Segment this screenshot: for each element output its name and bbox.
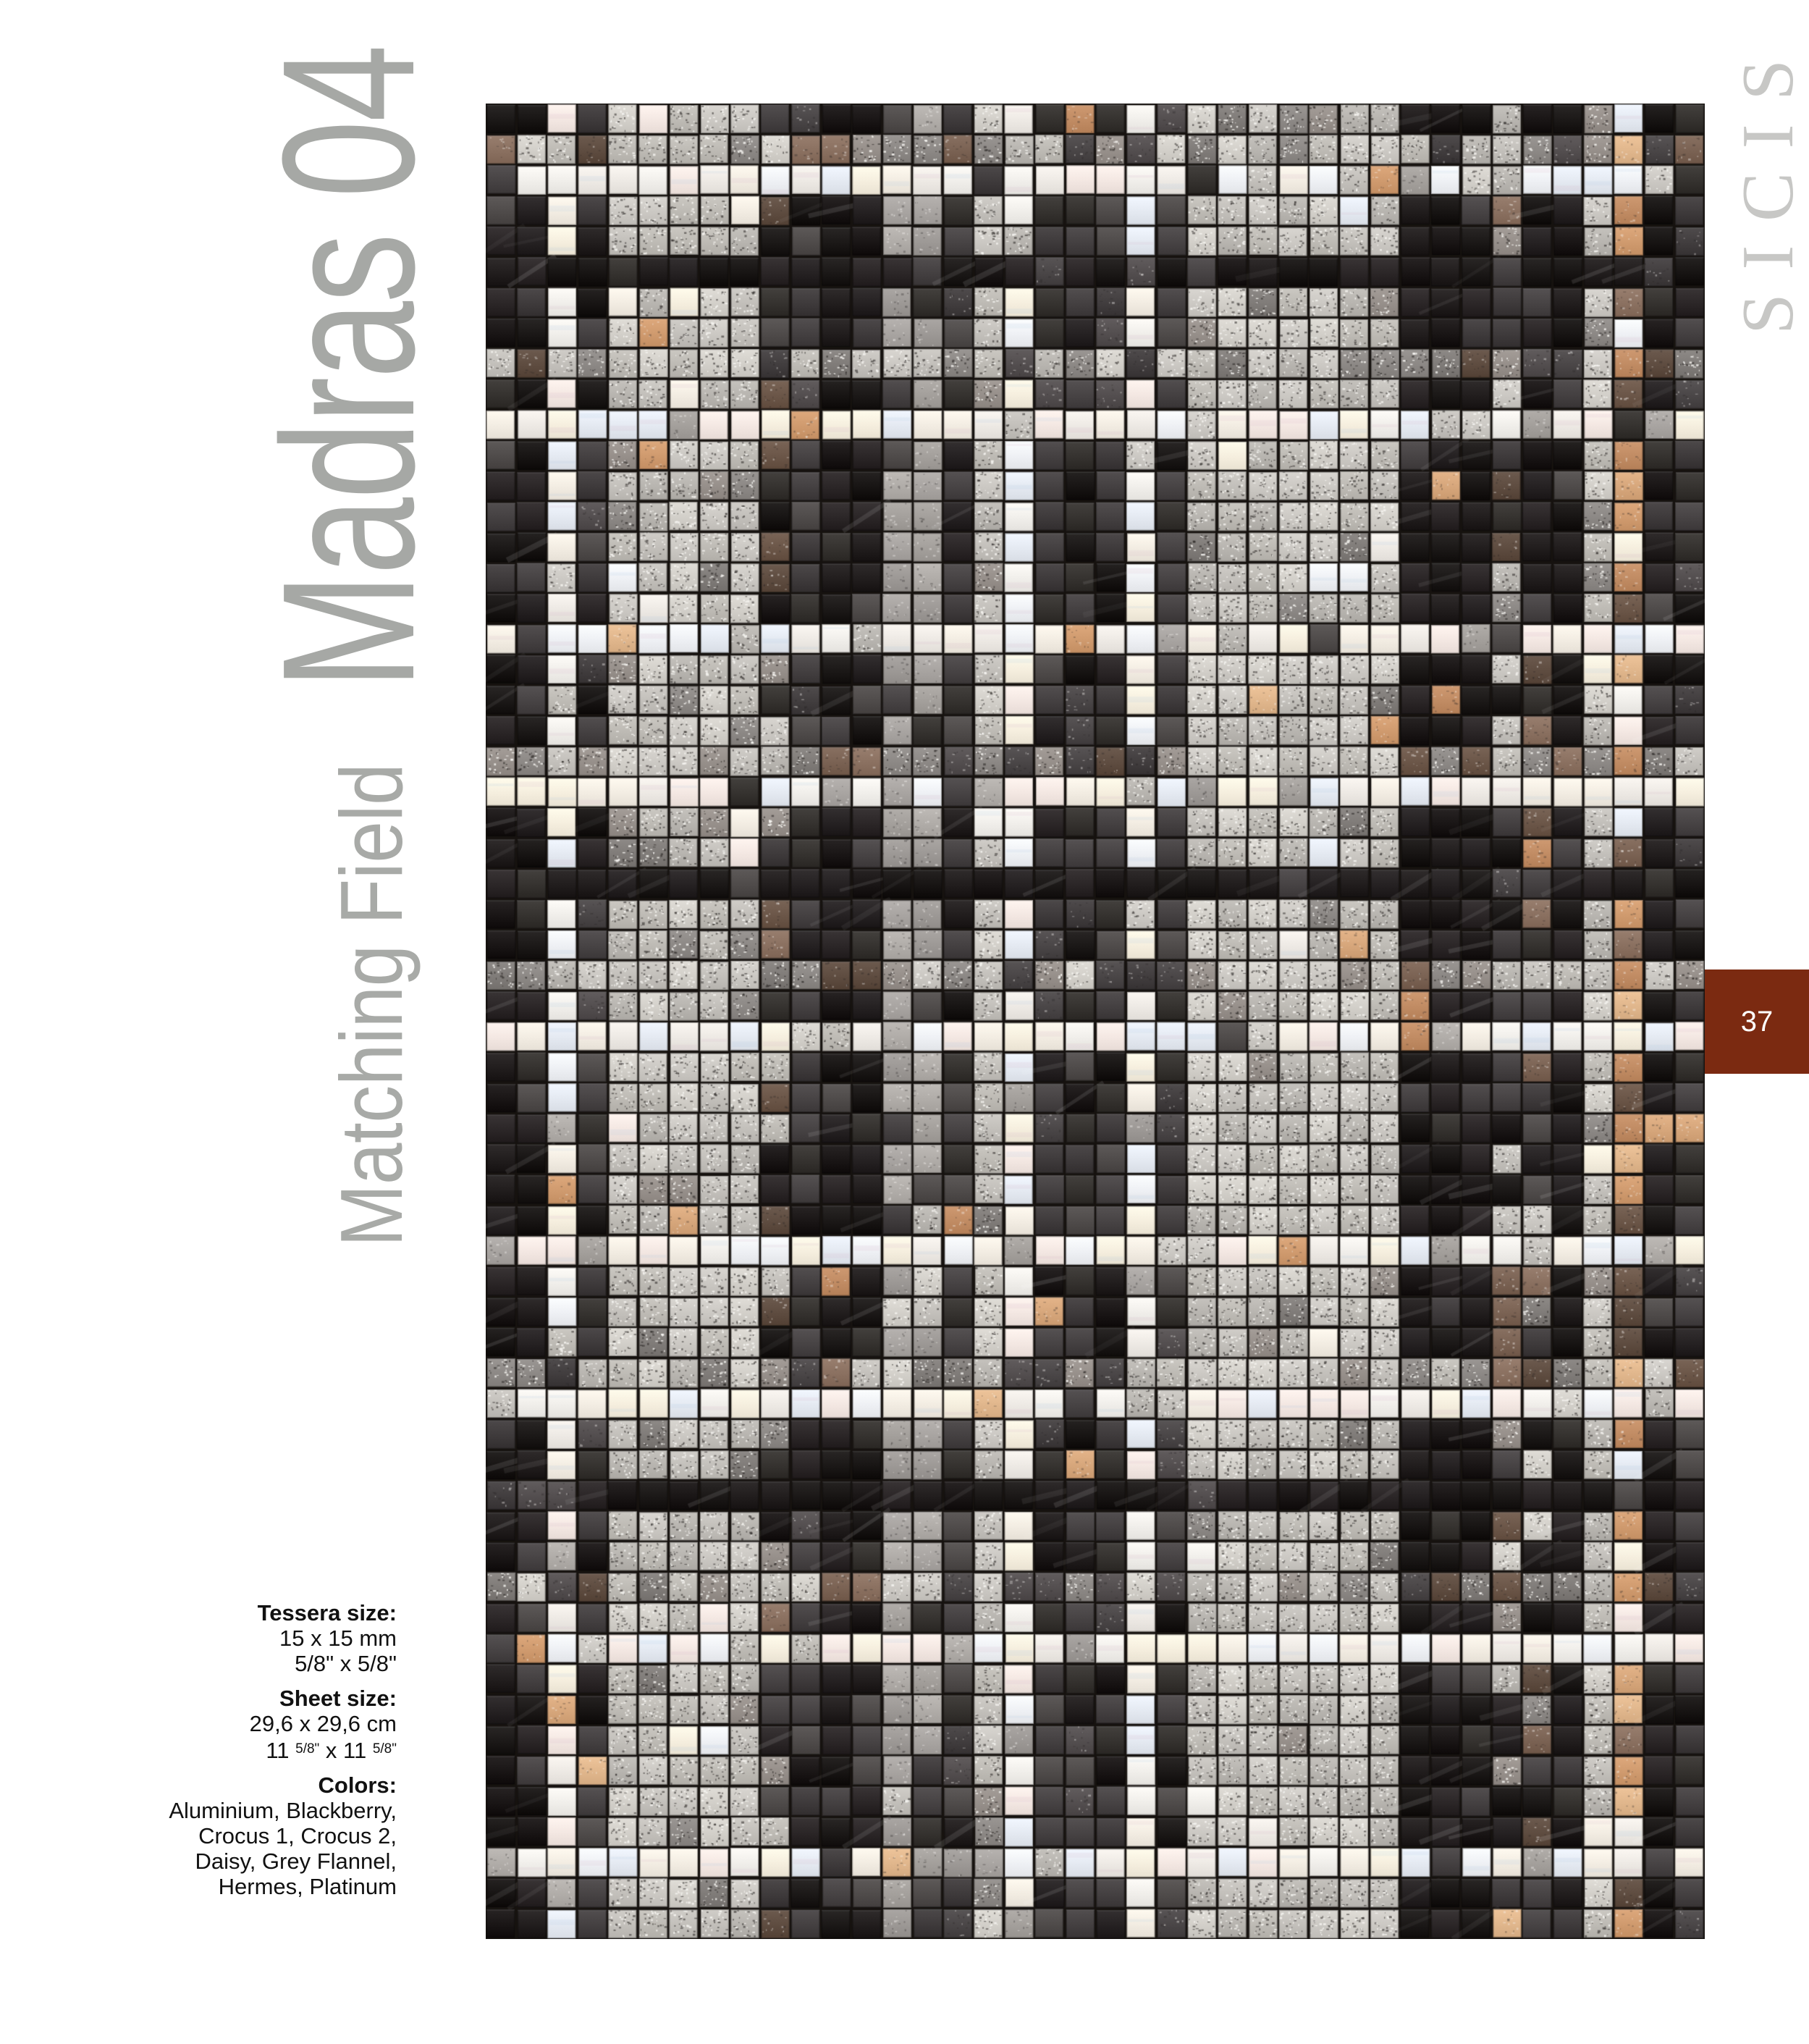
collection-title-vertical: Madras 04: [244, 46, 454, 689]
tessera-size-mm: 15 x 15 mm: [279, 1625, 397, 1651]
sheet-size-label: Sheet size:: [279, 1686, 397, 1711]
sheet-size-inch: [65, 1736, 397, 1763]
category-subtitle-vertical: Matching Field: [322, 763, 421, 1247]
colors-line: Hermes, Platinum: [218, 1874, 397, 1899]
colors-line: Crocus 1, Crocus 2,: [198, 1823, 397, 1849]
sheet-size-cm: 29,6 x 29,6 cm: [249, 1711, 397, 1736]
brand-logo-vertical: SICIS: [1727, 35, 1809, 335]
colors-line: Daisy, Grey Flannel,: [195, 1849, 397, 1874]
sheet-inch-fraction-1: 5/8": [295, 1741, 320, 1757]
page-number: 37: [1740, 1005, 1774, 1038]
sheet-inch-fraction-2: 5/8": [372, 1741, 397, 1757]
colors-label: Colors:: [318, 1772, 397, 1798]
tessera-size-label: Tessera size:: [257, 1600, 397, 1625]
page-number-badge: [1705, 970, 1809, 1074]
colors-line: Aluminium, Blackberry,: [169, 1798, 397, 1823]
sheet-inch-whole-2: x 11: [319, 1738, 373, 1763]
product-specs: [65, 1600, 397, 1899]
sheet-inch-whole-1: 11: [266, 1738, 296, 1763]
mosaic-product-image: [486, 104, 1705, 1939]
tessera-size-inch: 5/8" x 5/8": [295, 1651, 397, 1676]
